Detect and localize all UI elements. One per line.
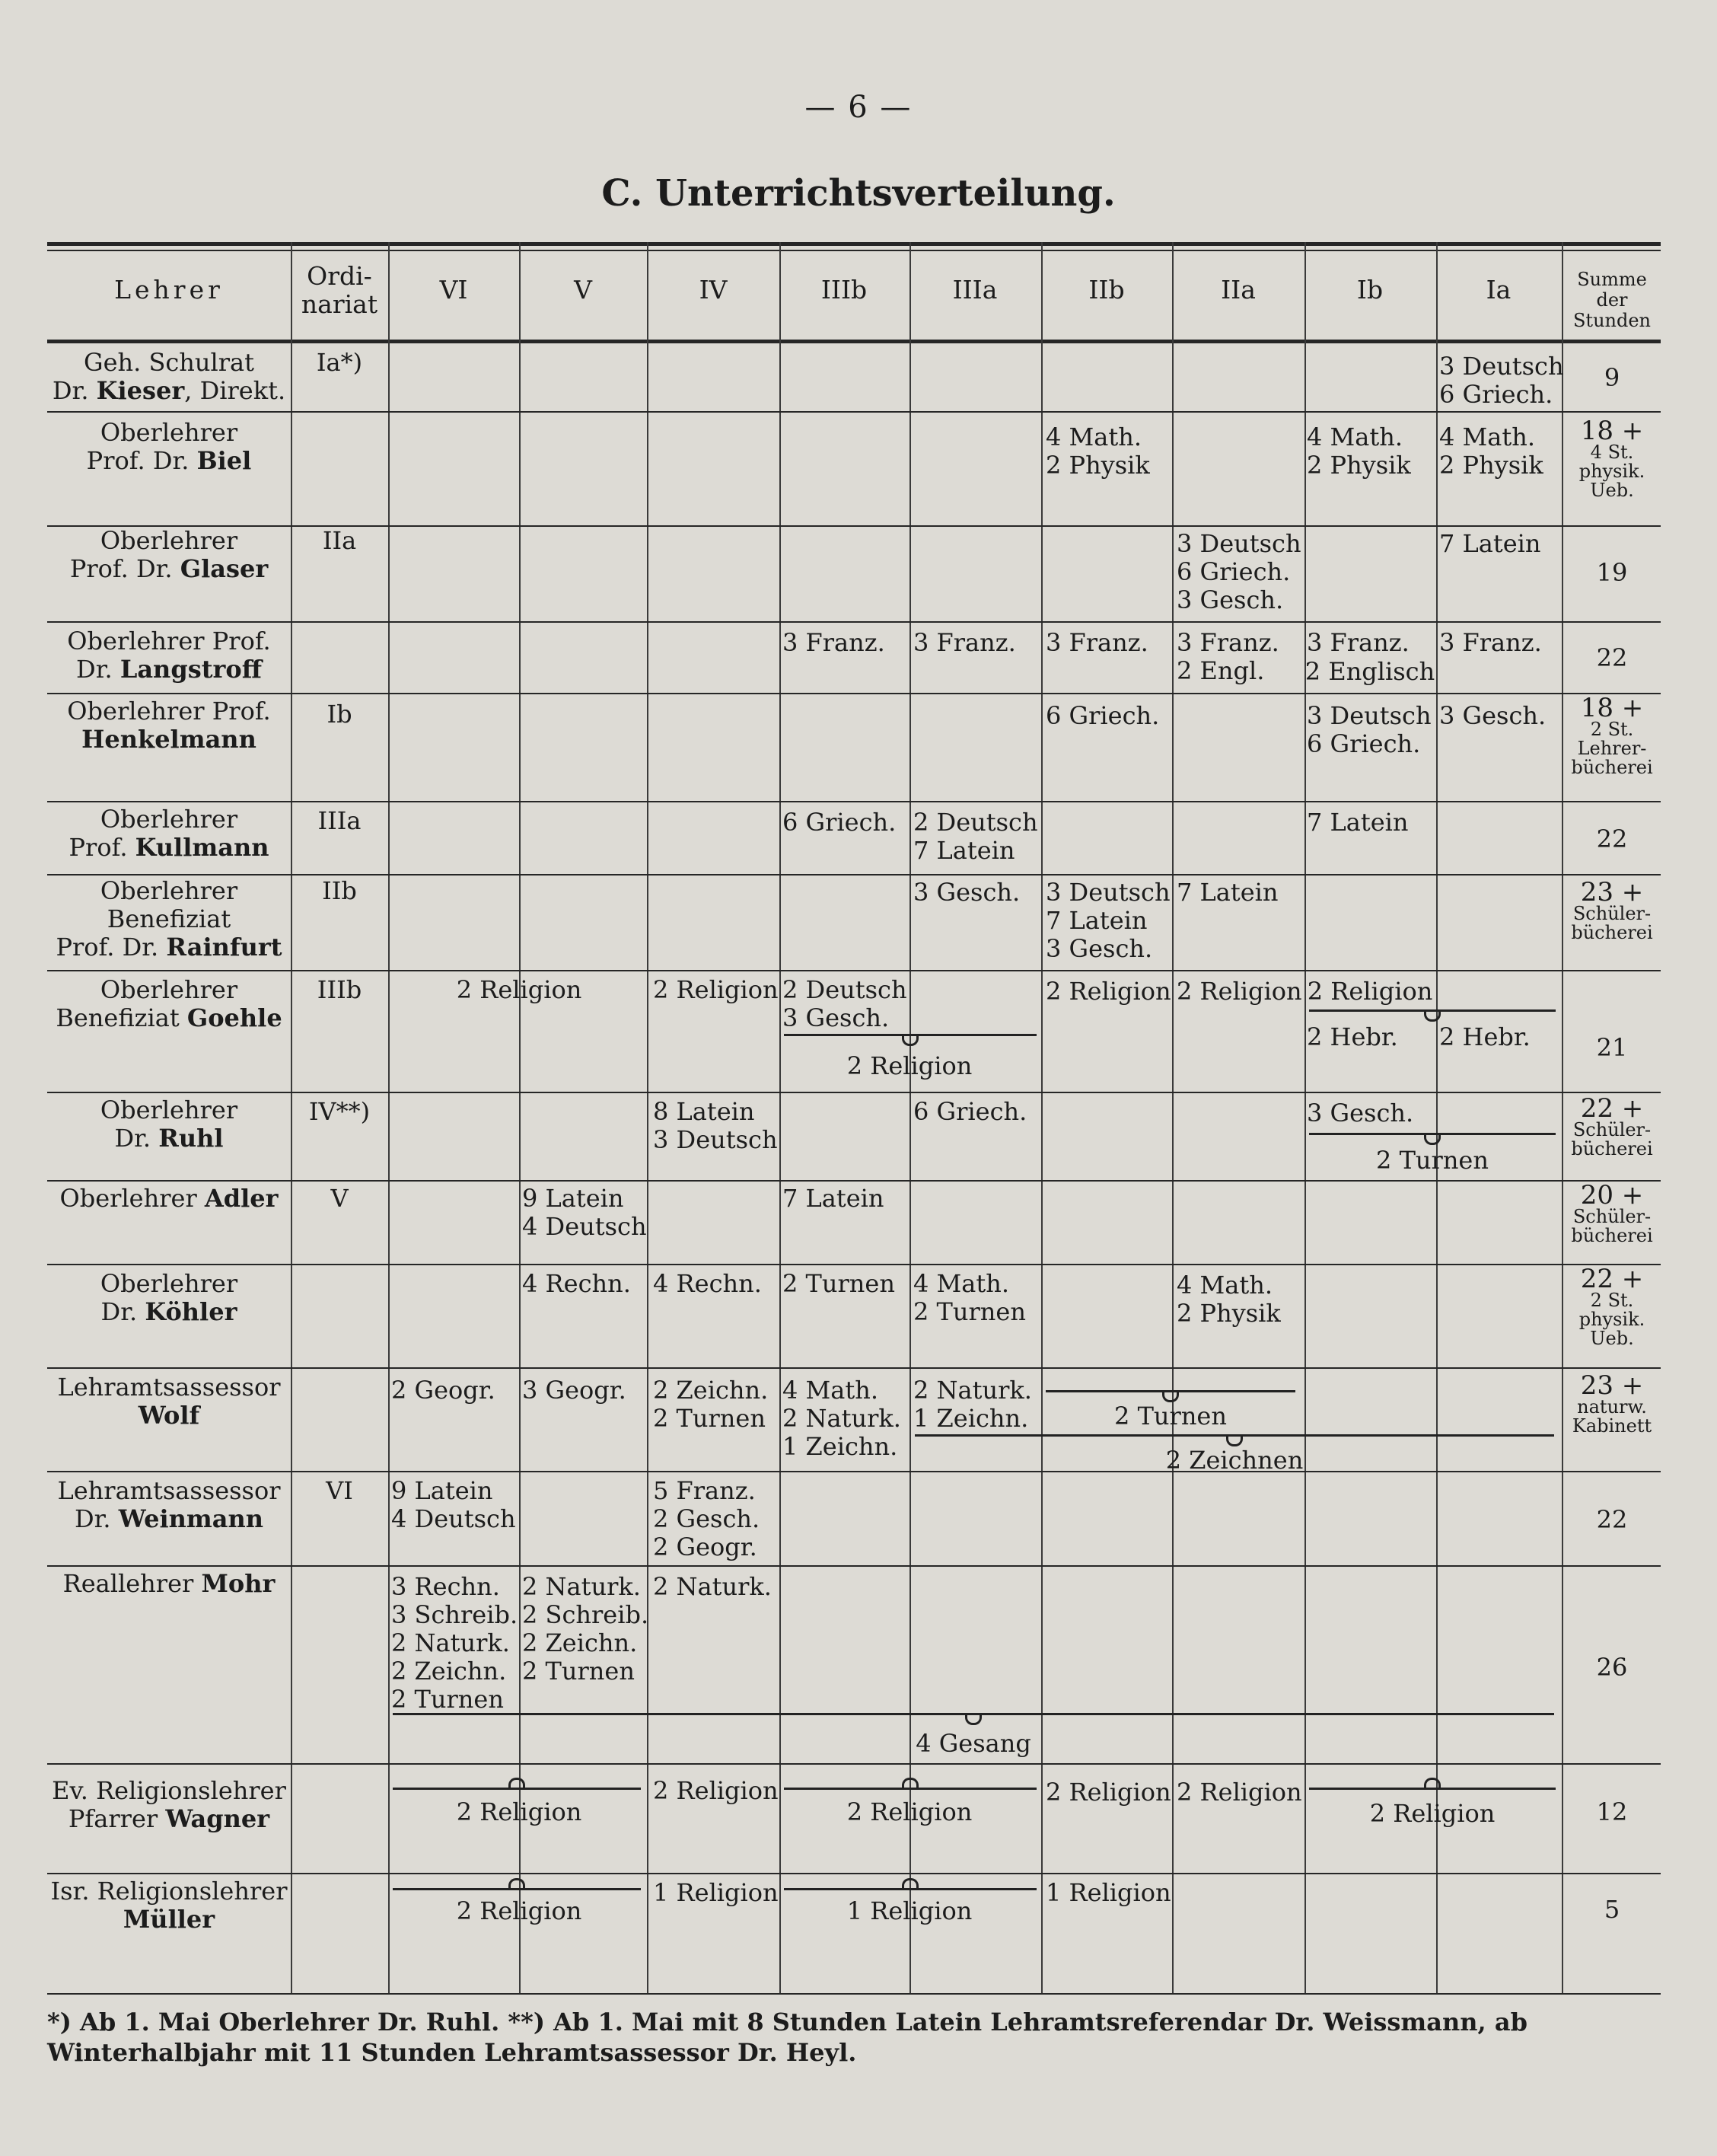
table-top-rule-thin — [47, 250, 1661, 251]
subject-cell-iv: 2 Naturk. — [653, 1572, 772, 1601]
teacher-name: Oberlehrer Prof. Kullmann — [68, 805, 269, 862]
header-class-v: V — [574, 275, 592, 305]
subject-cell-iib: 6 Griech. — [1046, 701, 1160, 730]
subject-cell-iv: 2 Religion — [653, 1776, 779, 1805]
hours-sum: 22 — [1596, 1505, 1628, 1534]
subject-cell-ia: 2 Hebr. — [1439, 1022, 1531, 1051]
subject-cell-vi: 2 Geogr. — [391, 1376, 495, 1405]
subject-cell-iiia: 3 Franz. — [913, 628, 1016, 657]
subject-cell-iv: 2 Zeichn. 2 Turnen — [653, 1376, 769, 1433]
subject-cell-iv: 4 Rechn. — [653, 1269, 762, 1298]
teacher-name: Lehramtsassessor Wolf — [57, 1373, 281, 1430]
column-divider — [388, 242, 390, 1995]
subject-cell-ib: 3 Deutsch 6 Griech. — [1307, 701, 1432, 758]
page-number: — 6 — — [804, 90, 913, 125]
spanning-subject: 2 Religion — [846, 1797, 973, 1826]
subject-cell-v: 9 Latein 4 Deutsch — [522, 1184, 647, 1241]
subject-cell-iiia: 2 Naturk. 1 Zeichn. — [913, 1376, 1032, 1433]
subject-cell-iiib: 3 Franz. — [782, 628, 885, 657]
header-class-iiia: IIIa — [952, 275, 998, 305]
table-bottom-rule — [47, 1993, 1661, 1995]
row-divider — [47, 1565, 1661, 1567]
ordinariat-cell: IIa — [322, 526, 357, 555]
spanning-subject: 2 Religion — [456, 975, 582, 1004]
footnote: *) Ab 1. Mai Oberlehrer Dr. Ruhl. **) Ab 1. Mai mit 8 Stunden Latein Lehramtsreferendar Dr. Weissmann, ab Winterhalbjahr mit 11 Stunden Lehramtsassessor Dr. Heyl. — [47, 2008, 1527, 2067]
subject-cell-iib: 1 Religion — [1046, 1878, 1171, 1907]
subject-cell-iv: 2 Religion — [653, 975, 779, 1004]
hours-sum: 23 + naturw. Kabinett — [1572, 1370, 1652, 1437]
spanning-subject: 1 Religion — [846, 1896, 973, 1925]
spanning-subject: 2 Religion — [456, 1797, 582, 1826]
hours-sum: 12 — [1596, 1797, 1628, 1826]
spanning-subject: 2 Englisch — [1304, 657, 1435, 686]
subject-cell-iv: 8 Latein 3 Deutsch — [653, 1097, 778, 1154]
page-title: C. Unterrichtsverteilung. — [601, 172, 1116, 215]
column-divider — [291, 242, 292, 1995]
subject-cell-iia: 2 Religion — [1177, 977, 1302, 1006]
row-divider — [47, 1367, 1661, 1369]
hours-sum: 9 — [1604, 363, 1620, 392]
subject-cell-iiia: 2 Deutsch 7 Latein — [913, 808, 1038, 865]
row-divider — [47, 411, 1661, 413]
hours-sum: 21 — [1596, 1033, 1628, 1062]
hours-sum: 22 — [1596, 643, 1628, 672]
subject-cell-v: 2 Naturk. 2 Schreib. 2 Zeichn. 2 Turnen — [522, 1572, 649, 1686]
subject-cell-iiib: 7 Latein — [782, 1184, 884, 1213]
hours-sum: 22 + 2 St. physik. Ueb. — [1578, 1264, 1645, 1349]
teacher-name: Oberlehrer Prof. Dr. Langstroff — [67, 627, 271, 684]
row-divider — [47, 1264, 1661, 1265]
ordinariat-cell: IIIa — [317, 806, 362, 835]
row-divider — [47, 1471, 1661, 1472]
spanning-subject: 2 Zeichnen — [1165, 1446, 1304, 1475]
row-divider — [47, 1763, 1661, 1765]
ordinariat-cell: VI — [326, 1476, 353, 1505]
header-class-ib: Ib — [1356, 275, 1384, 305]
hours-sum: 22 — [1596, 824, 1628, 853]
hours-sum: 5 — [1604, 1895, 1620, 1924]
row-divider — [47, 970, 1661, 971]
subject-cell-iiia: 6 Griech. — [913, 1097, 1027, 1126]
hours-sum: 18 + 4 St. physik. Ueb. — [1578, 416, 1645, 501]
header-lehrer: Lehrer — [114, 275, 224, 305]
spanning-subject: 2 Religion — [846, 1051, 973, 1080]
header-class-iib: IIb — [1088, 275, 1125, 305]
row-divider — [47, 801, 1661, 802]
subject-cell-iiia: 4 Math. 2 Turnen — [913, 1269, 1026, 1326]
teacher-name: Oberlehrer Prof. Dr. Glaser — [69, 526, 269, 583]
subject-cell-ib: 7 Latein — [1307, 808, 1409, 837]
subject-cell-v: 4 Rechn. — [522, 1269, 631, 1298]
subject-cell-ia: 3 Franz. — [1439, 628, 1542, 657]
subject-cell-ia: 7 Latein — [1439, 529, 1541, 558]
teacher-name: Oberlehrer Dr. Köhler — [100, 1269, 238, 1326]
row-divider — [47, 693, 1661, 694]
spanning-subject: 2 Turnen — [1114, 1402, 1227, 1430]
teacher-name: Oberlehrer Adler — [59, 1184, 279, 1213]
hours-sum: 23 + Schüler- bücherei — [1571, 877, 1653, 943]
subject-cell-iib: 2 Religion — [1046, 977, 1171, 1006]
teacher-name: Geh. Schulrat Dr. Kieser, Direkt. — [52, 348, 286, 405]
subject-cell-v: 3 Geogr. — [522, 1376, 626, 1405]
subject-cell-iib: 3 Deutsch 7 Latein 3 Gesch. — [1046, 878, 1171, 963]
hours-sum: 22 + Schüler- bücherei — [1571, 1093, 1653, 1159]
header-class-iia: IIa — [1221, 275, 1256, 305]
subject-cell-ib: 3 Gesch. — [1307, 1099, 1414, 1127]
spanning-subject: 2 Religion — [1307, 977, 1433, 1006]
subject-cell-iiia: 3 Gesch. — [913, 878, 1021, 907]
teacher-name: Oberlehrer Benefiziat Prof. Dr. Rainfurt — [56, 876, 282, 962]
row-divider — [47, 621, 1661, 623]
subject-cell-iib: 3 Franz. — [1046, 628, 1148, 657]
subject-cell-iia: 4 Math. 2 Physik — [1177, 1271, 1281, 1328]
subject-cell-iiib: 4 Math. 2 Naturk. 1 Zeichn. — [782, 1376, 901, 1461]
teacher-name: Isr. Religionslehrer Müller — [50, 1877, 288, 1934]
subject-cell-iib: 2 Religion — [1046, 1778, 1171, 1807]
row-divider — [47, 1092, 1661, 1093]
subject-cell-ib: 4 Math. 2 Physik — [1307, 423, 1411, 480]
subject-cell-iv: 5 Franz. 2 Gesch. 2 Geogr. — [653, 1476, 760, 1561]
subject-cell-vi: 9 Latein 4 Deutsch — [391, 1476, 516, 1533]
ordinariat-cell: IIIb — [317, 975, 362, 1004]
ordinariat-cell: Ib — [327, 700, 352, 729]
teacher-name: Lehramtsassessor Dr. Weinmann — [57, 1476, 281, 1533]
row-divider — [47, 1180, 1661, 1182]
subject-cell-iia: 7 Latein — [1177, 878, 1279, 907]
header-class-ia: Ia — [1486, 275, 1512, 305]
column-divider — [1562, 242, 1563, 1995]
subject-cell-iib: 4 Math. 2 Physik — [1046, 423, 1150, 480]
header-summe: Summe der Stunden — [1572, 269, 1652, 331]
subject-cell-ib: 2 Hebr. — [1307, 1022, 1398, 1051]
spanning-subject: 2 Religion — [456, 1896, 582, 1925]
row-divider — [47, 1873, 1661, 1874]
teacher-name: Oberlehrer Prof. Dr. Biel — [86, 418, 252, 475]
ordinariat-cell: IIb — [322, 876, 357, 905]
spanning-subject: 2 Religion — [1369, 1799, 1496, 1828]
header-ordinariat: Ordi- nariat — [301, 261, 378, 319]
row-divider — [47, 525, 1661, 527]
header-class-iiib: IIIb — [820, 275, 868, 305]
subject-cell-iiib: 2 Deutsch 3 Gesch. — [782, 975, 907, 1032]
header-bottom-rule — [47, 340, 1661, 343]
subject-cell-iia: 3 Franz. 2 Engl. — [1177, 628, 1279, 685]
subject-cell-iv: 1 Religion — [653, 1878, 779, 1907]
subject-cell-ia: 3 Deutsch 6 Griech. — [1439, 352, 1564, 409]
teacher-name: Oberlehrer Benefiziat Goehle — [56, 975, 282, 1032]
header-class-vi: VI — [439, 275, 468, 305]
hours-sum: 26 — [1596, 1653, 1628, 1682]
teacher-name: Ev. Religionslehrer Pfarrer Wagner — [52, 1776, 286, 1833]
row-divider — [47, 874, 1661, 875]
subject-cell-iiib: 6 Griech. — [782, 808, 897, 837]
spanning-subject: 2 Turnen — [1376, 1146, 1489, 1175]
subject-cell-vi: 3 Rechn. 3 Schreib. 2 Naturk. 2 Zeichn. 2 Turnen — [391, 1572, 518, 1714]
subject-cell-ia: 3 Gesch. — [1439, 701, 1547, 730]
teacher-name: Oberlehrer Dr. Ruhl — [100, 1096, 238, 1153]
subject-cell-iiib: 2 Turnen — [782, 1269, 895, 1298]
teacher-name: Reallehrer Mohr — [62, 1569, 276, 1598]
ordinariat-cell: IV**) — [308, 1097, 371, 1126]
spanning-subject: 4 Gesang — [916, 1729, 1031, 1758]
hours-sum: 20 + Schüler- bücherei — [1571, 1180, 1653, 1246]
hours-sum: 19 — [1596, 558, 1628, 587]
subject-cell-iia: 2 Religion — [1177, 1778, 1302, 1807]
brace — [784, 1034, 1037, 1053]
subject-cell-ia: 4 Math. 2 Physik — [1439, 423, 1543, 480]
header-class-iv: IV — [699, 275, 728, 305]
subject-cell-iia: 3 Deutsch 6 Griech. 3 Gesch. — [1177, 529, 1301, 614]
subject-cell-ib: 3 Franz. — [1307, 628, 1410, 657]
hours-sum: 18 + 2 St. Lehrer- bücherei — [1571, 693, 1653, 778]
teacher-name: Oberlehrer Prof. Henkelmann — [67, 697, 271, 754]
teaching-distribution-table — [47, 242, 1661, 1995]
ordinariat-cell: V — [330, 1184, 349, 1213]
ordinariat-cell: Ia*) — [316, 348, 363, 377]
table-top-rule — [47, 242, 1661, 246]
